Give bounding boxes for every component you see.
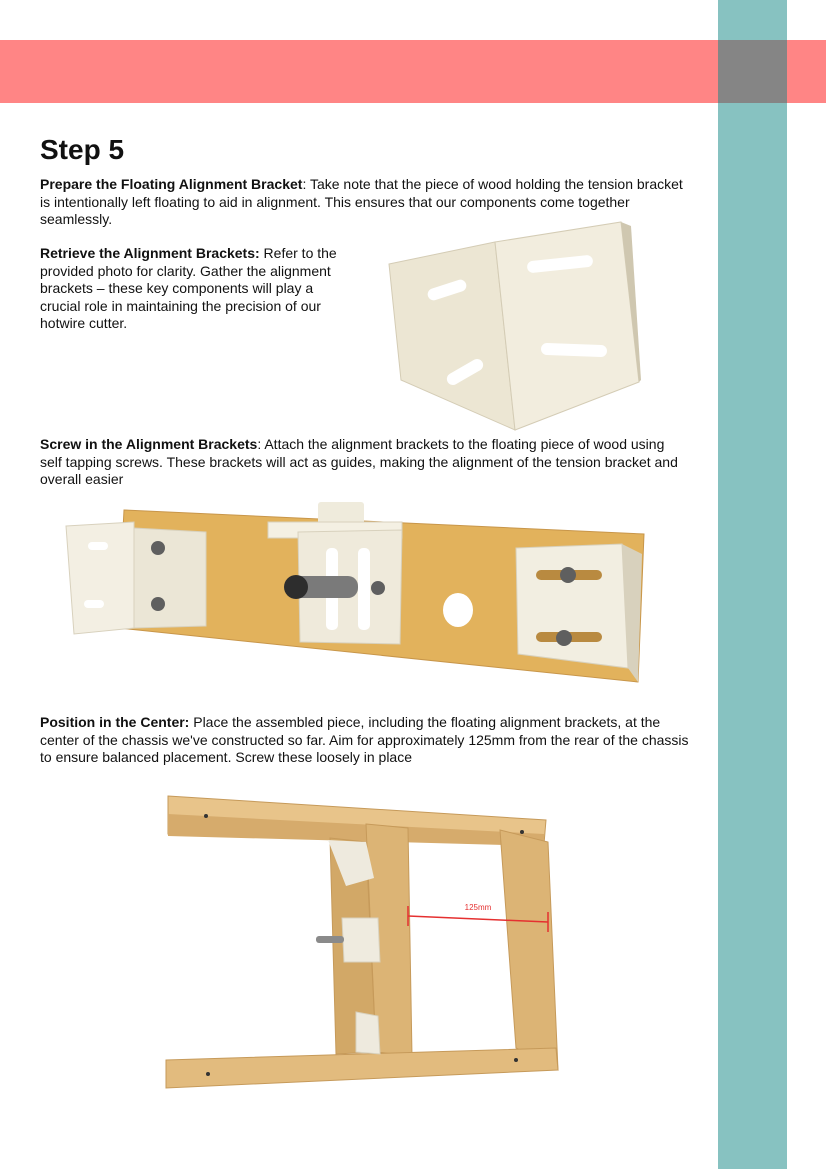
- paragraph-heading: Position in the Center:: [40, 714, 190, 730]
- dimension-label: 125mm: [464, 903, 492, 912]
- paragraph-heading: Screw in the Alignment Brackets: [40, 436, 258, 452]
- floating-wood-assembly-photo: [60, 498, 650, 688]
- header-band: [0, 40, 826, 103]
- page-title: Step 5: [40, 134, 125, 165]
- band-overlap: [718, 40, 787, 103]
- paragraph-heading: Retrieve the Alignment Brackets:: [40, 245, 260, 261]
- paragraph-position: [40, 714, 690, 767]
- paragraph-body: : Take note that the piece of wood holding the tension bracket is intentionally left floating to aid in alignment. This ensures that our components come together seamlessly.: [40, 176, 683, 227]
- paragraph-body: : Attach the alignment brackets to the floating piece of wood using self tapping screws. These brackets will act as guides, making the alignment of the tension bracket and overall easier: [40, 436, 678, 487]
- paragraph-retrieve: [40, 245, 345, 333]
- paragraph-screw: [40, 436, 690, 489]
- paragraph-heading: Prepare the Floating Alignment Bracket: [40, 176, 303, 192]
- side-strip: [718, 0, 787, 1169]
- paragraph-body: Refer to the provided photo for clarity. Gather the alignment brackets – these key components will play a crucial role in maintaining the precision of our hotwire cutter.: [40, 245, 337, 331]
- paragraph-body: Place the assembled piece, including the floating alignment brackets, at the center of the chassis we've constructed so far. Aim for approximately 125mm from the rear of the chassis to ensure balanced placement. Screw these loosely in place: [40, 714, 689, 765]
- alignment-bracket-photo: [383, 220, 643, 432]
- chassis-placement-photo: [160, 790, 570, 1090]
